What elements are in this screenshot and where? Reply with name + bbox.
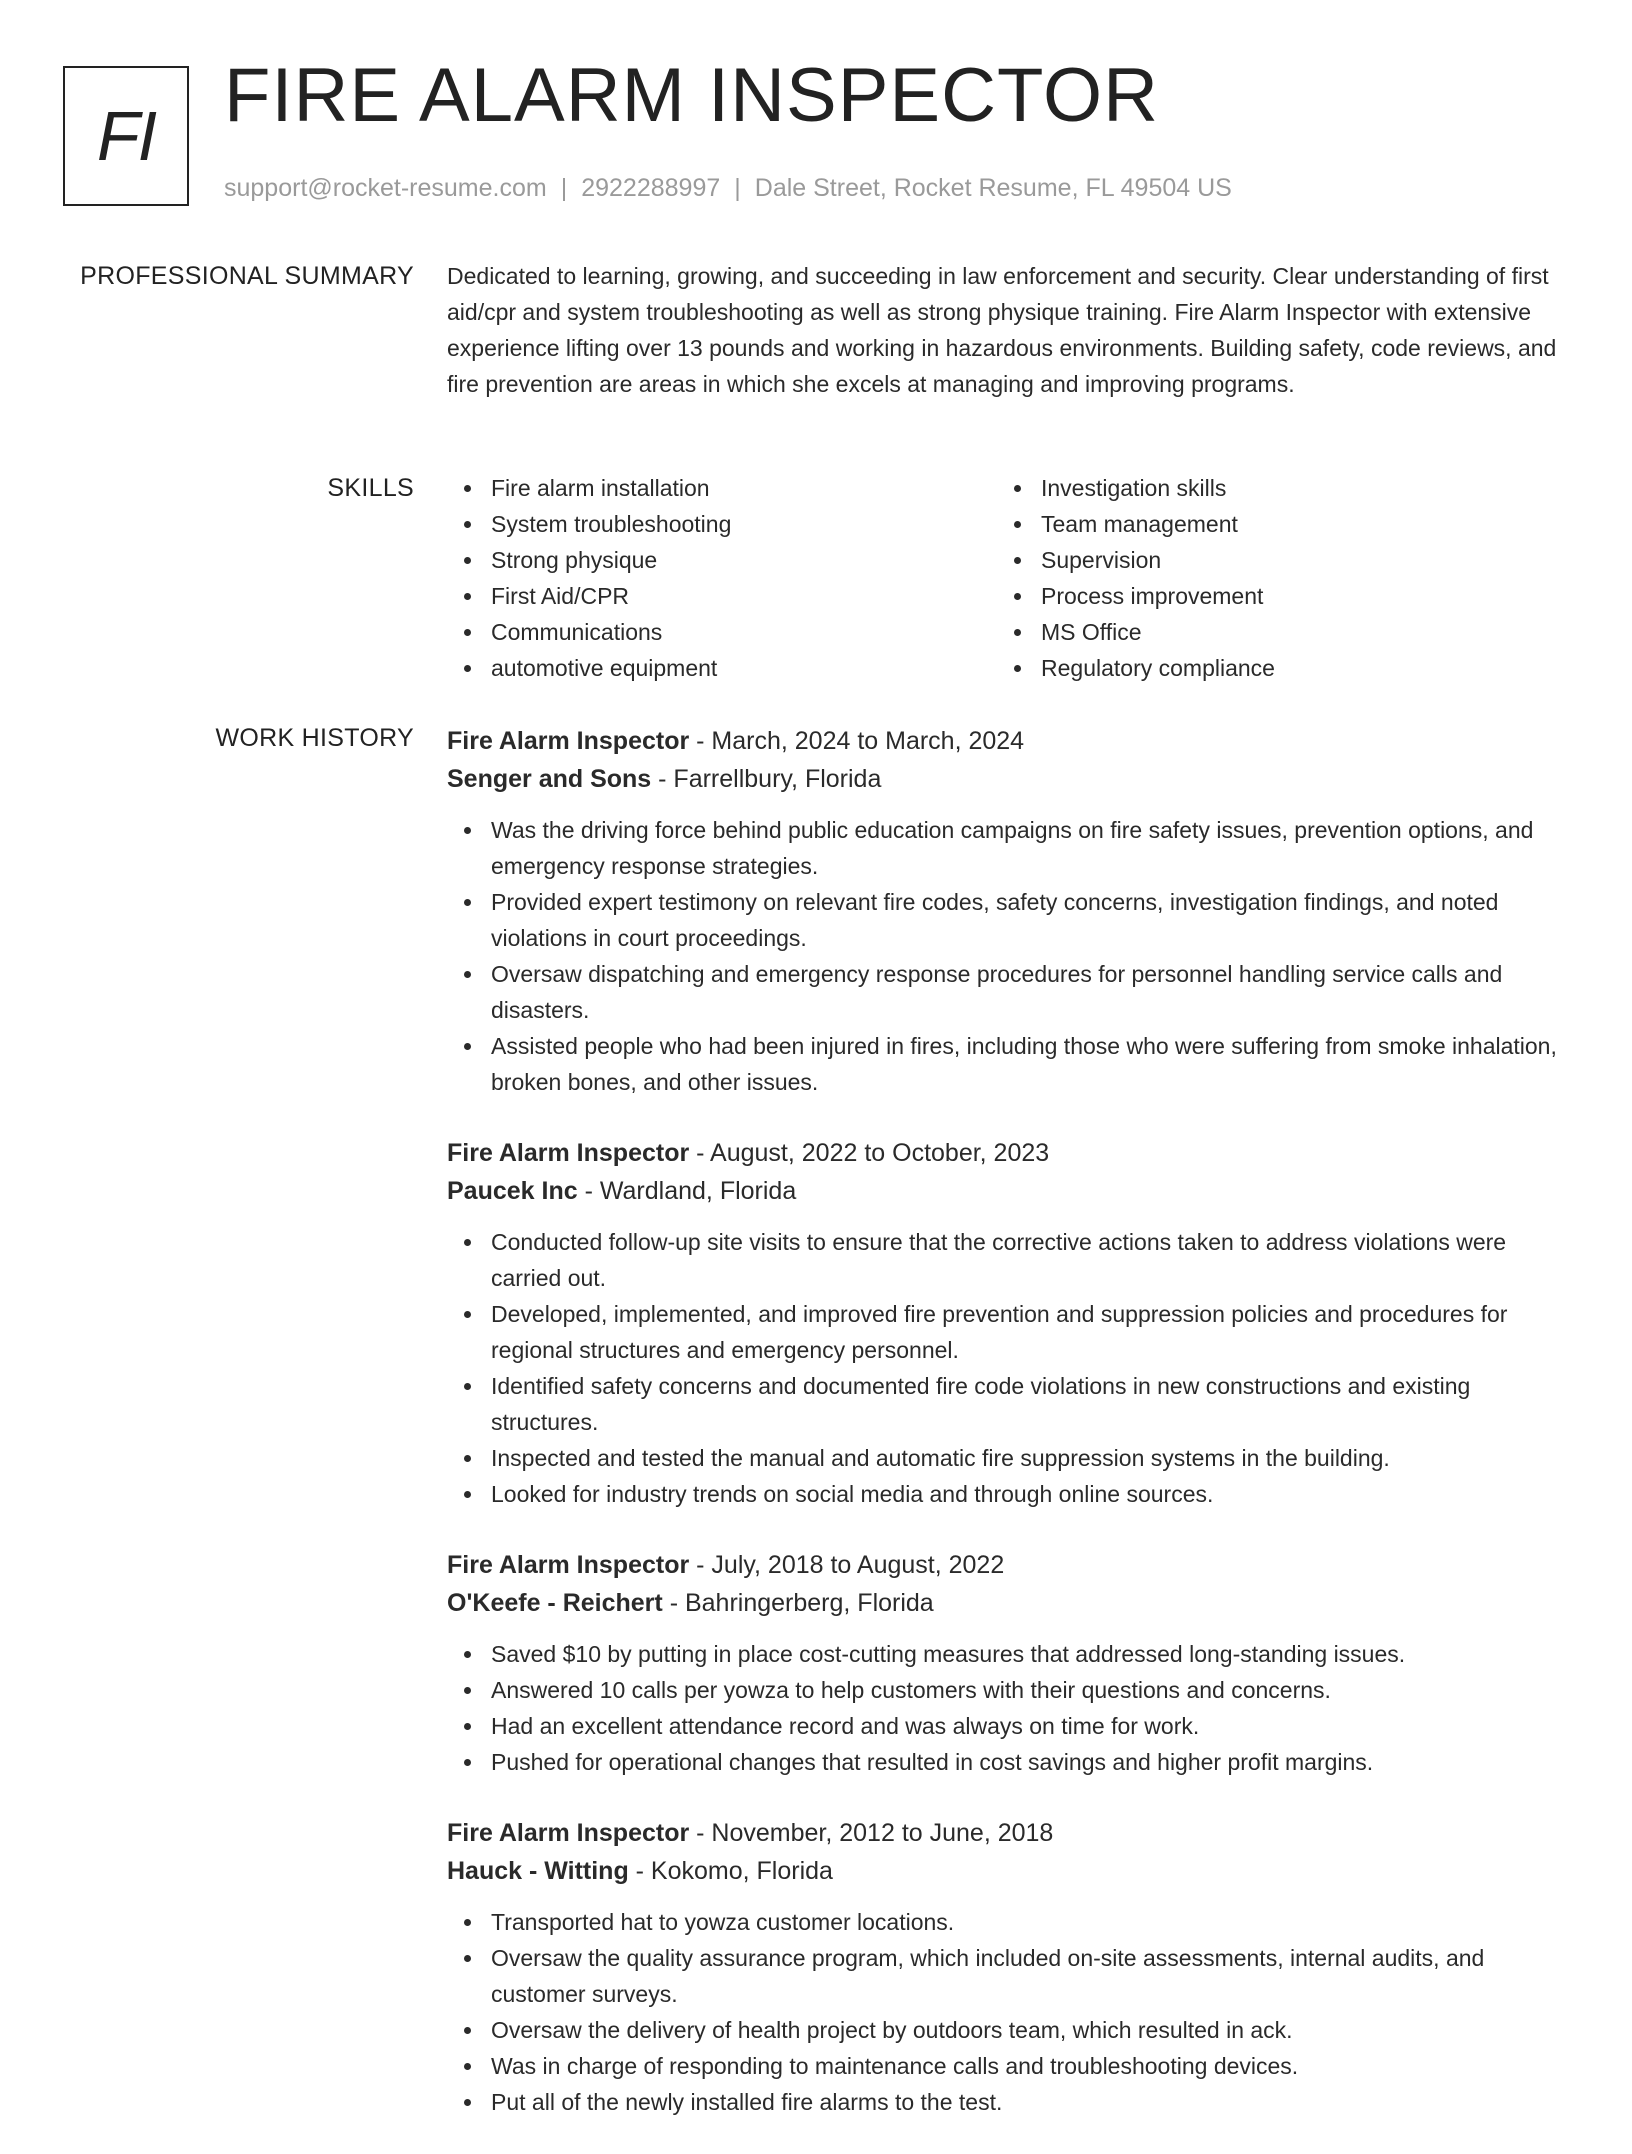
job-bullet: Answered 10 calls per yowza to help customers with their questions and concerns. (447, 1672, 1565, 1708)
job-bullet: Provided expert testimony on relevant fire codes, safety concerns, investigation findings, and noted violations in court proceedings. (447, 884, 1565, 956)
job-location: - Kokomo, Florida (628, 1857, 833, 1885)
job-company: O'Keefe - Reichert (447, 1589, 663, 1617)
job-bullets (447, 1224, 1565, 1512)
job-entry (447, 722, 1565, 1100)
job-bullet: Saved $10 by putting in place cost-cutting measures that addressed long-standing issues. (447, 1636, 1565, 1672)
contact-line (224, 174, 1232, 203)
job-bullet: Put all of the newly installed fire alarms to the test. (447, 2084, 1565, 2120)
job-bullet: Assisted people who had been injured in fires, including those who were suffering from smoke inhalation, broken bones, and other issues. (447, 1028, 1565, 1100)
candidate-name: FIRE ALARM INSPECTOR (224, 53, 1160, 138)
job-entry (447, 1134, 1565, 1512)
job-bullets (447, 1904, 1565, 2120)
contact-email: support@rocket-resume.com (224, 174, 547, 202)
skill-item: System troubleshooting (447, 506, 997, 542)
job-title-line (447, 1814, 1565, 1852)
job-bullet: Oversaw the quality assurance program, which included on-site assessments, internal audits, and customer surveys. (447, 1940, 1565, 2012)
skills-list-left (447, 470, 997, 686)
job-bullet: Oversaw dispatching and emergency response procedures for personnel handling service calls and disasters. (447, 956, 1565, 1028)
job-entry (447, 1814, 1565, 2120)
job-title: Fire Alarm Inspector (447, 727, 690, 755)
job-bullets (447, 812, 1565, 1100)
job-title-line (447, 1546, 1565, 1584)
skill-item: First Aid/CPR (447, 578, 997, 614)
job-bullet: Oversaw the delivery of health project by outdoors team, which resulted in ack. (447, 2012, 1565, 2048)
job-company: Senger and Sons (447, 765, 652, 793)
job-bullet: Inspected and tested the manual and automatic fire suppression systems in the building. (447, 1440, 1565, 1476)
monogram-logo: FI (63, 66, 189, 206)
job-company: Hauck - Witting (447, 1857, 629, 1885)
job-company-line (447, 1172, 1565, 1210)
contact-phone: 2922288997 (581, 174, 721, 202)
work-history-heading: WORK HISTORY (215, 724, 414, 752)
job-title-line (447, 1134, 1565, 1172)
skill-item: automotive equipment (447, 650, 997, 686)
job-bullet: Developed, implemented, and improved fire prevention and suppression policies and procedures for regional structures and emergency personnel. (447, 1296, 1565, 1368)
contact-separator: | (734, 174, 741, 202)
skill-item: Communications (447, 614, 997, 650)
job-location: - Wardland, Florida (577, 1177, 797, 1205)
skill-item: Supervision (997, 542, 1547, 578)
job-company-line (447, 760, 1565, 798)
skill-item: Process improvement (997, 578, 1547, 614)
skill-item: MS Office (997, 614, 1547, 650)
job-company: Paucek Inc (447, 1177, 578, 1205)
job-dates: - November, 2012 to June, 2018 (689, 1819, 1054, 1847)
summary-heading: PROFESSIONAL SUMMARY (80, 262, 414, 290)
job-bullet: Pushed for operational changes that resulted in cost savings and higher profit margins. (447, 1744, 1565, 1780)
skill-item: Team management (997, 506, 1547, 542)
job-title: Fire Alarm Inspector (447, 1551, 690, 1579)
contact-separator: | (560, 174, 568, 202)
job-title-line (447, 722, 1565, 760)
skill-item: Investigation skills (997, 470, 1547, 506)
jobs-list (447, 722, 1565, 2154)
skills-grid (447, 470, 1565, 686)
job-location: - Farrellbury, Florida (651, 765, 882, 793)
job-bullet: Conducted follow-up site visits to ensure that the corrective actions taken to address violations were carried out. (447, 1224, 1565, 1296)
skills-list-right (997, 470, 1547, 686)
skills-heading: SKILLS (327, 474, 414, 502)
job-entry (447, 1546, 1565, 1780)
summary-text: Dedicated to learning, growing, and succeeding in law enforcement and security. Clear understanding of first aid/cpr and system troubleshooting as well as strong physique training. Fire Alarm Inspector with extensive experience lifting over 13 pounds and working in hazardous environments. Building safety, code reviews, and fire prevention are areas in which she excels at managing and improving programs. (447, 263, 1557, 397)
skill-item: Strong physique (447, 542, 997, 578)
job-location: - Bahringerberg, Florida (662, 1589, 934, 1617)
skill-item: Fire alarm installation (447, 470, 997, 506)
job-bullet: Identified safety concerns and documented fire code violations in new constructions and existing structures. (447, 1368, 1565, 1440)
contact-address: Dale Street, Rocket Resume, FL 49504 US (754, 174, 1232, 202)
job-company-line (447, 1584, 1565, 1622)
job-dates: - August, 2022 to October, 2023 (689, 1139, 1050, 1167)
job-bullets (447, 1636, 1565, 1780)
skill-item: Regulatory compliance (997, 650, 1547, 686)
job-dates: - March, 2024 to March, 2024 (689, 727, 1025, 755)
job-bullet: Was in charge of responding to maintenance calls and troubleshooting devices. (447, 2048, 1565, 2084)
job-title: Fire Alarm Inspector (447, 1139, 690, 1167)
job-title: Fire Alarm Inspector (447, 1819, 690, 1847)
job-bullet: Transported hat to yowza customer locations. (447, 1904, 1565, 1940)
job-bullet: Had an excellent attendance record and was always on time for work. (447, 1708, 1565, 1744)
job-company-line (447, 1852, 1565, 1890)
job-bullet: Was the driving force behind public education campaigns on fire safety issues, prevention options, and emergency response strategies. (447, 812, 1565, 884)
job-bullet: Looked for industry trends on social media and through online sources. (447, 1476, 1565, 1512)
job-dates: - July, 2018 to August, 2022 (689, 1551, 1005, 1579)
